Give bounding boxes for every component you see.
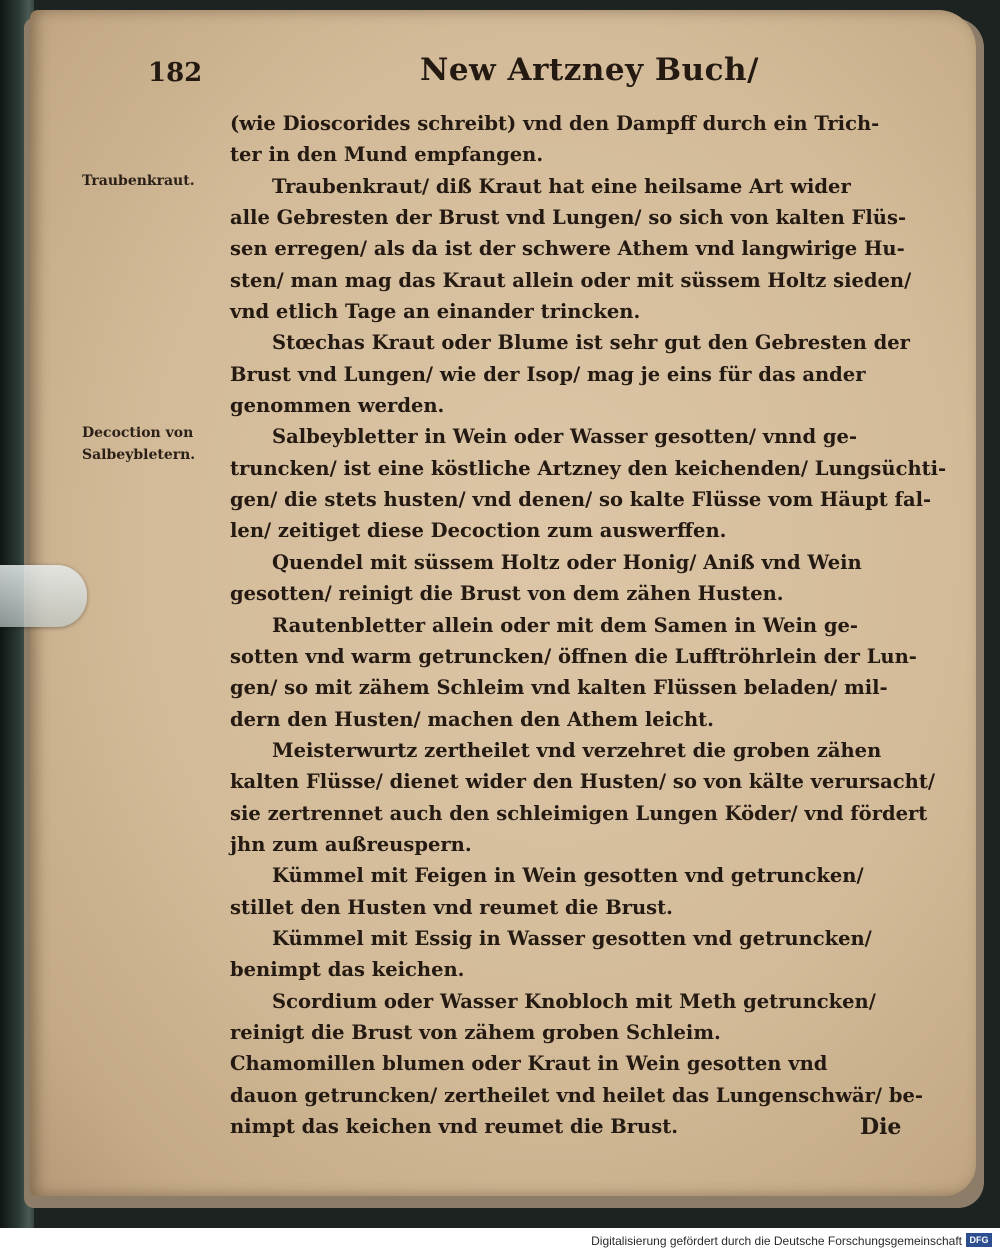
catchword: Die	[860, 1114, 902, 1140]
text-line: sen erregen/ als da ist der schwere Athem vnd langwirige Hu-	[230, 237, 905, 261]
text-line: Meisterwurtz zertheilet vnd verzehret die groben zähen	[272, 738, 882, 762]
text-line: truncken/ ist eine köstliche Artzney den keichenden/ Lungsüchti-	[230, 456, 947, 480]
text-line: nimpt das keichen vnd reumet die Brust.	[230, 1115, 679, 1138]
text-line: Kümmel mit Feigen in Wein gesotten vnd getruncken/	[272, 864, 864, 888]
text-line: genommen werden.	[230, 394, 445, 418]
text-line: Quendel mit süssem Holtz oder Honig/ Aniß vnd Wein	[272, 550, 862, 574]
text-line: Salbeybletter in Wein oder Wasser gesotten/ vnnd ge-	[272, 425, 858, 449]
text-line: ter in den Mund empfangen.	[230, 143, 544, 167]
text-line: kalten Flüsse/ dienet wider den Husten/ so von kälte verursacht/	[230, 770, 935, 794]
text-line: alle Gebresten der Brust vnd Lungen/ so sich von kalten Flüs-	[230, 206, 907, 230]
text-line: Brust vnd Lungen/ wie der Isop/ mag je eins für das ander	[230, 362, 866, 386]
text-line: stillet den Husten vnd reumet die Brust.	[230, 895, 673, 919]
text-line: Traubenkraut/ diß Kraut hat eine heilsame Art wider	[272, 174, 851, 198]
margin-note-line: Traubenkraut.	[82, 173, 195, 189]
margin-note-line: Salbeybletern.	[82, 447, 196, 463]
text-line: Chamomillen blumen oder Kraut in Wein gesotten vnd	[230, 1052, 828, 1076]
text-line: jhn zum außreuspern.	[230, 832, 472, 856]
funding-note: Digitalisierung gefördert durch die Deutsche Forschungsgemeinschaft	[591, 1234, 962, 1248]
text-line: gen/ die stets husten/ vnd denen/ so kalte Flüsse vom Häupt fal-	[230, 488, 932, 512]
bookmark-tab	[0, 565, 87, 627]
text-line: (wie Dioscorides schreibt) vnd den Dampff durch ein Trich-	[230, 112, 880, 135]
text-line: gen/ so mit zähem Schleim vnd kalten Flüssen beladen/ mil-	[230, 676, 888, 700]
margin-note-traubenkraut	[82, 170, 232, 192]
text-line: sotten vnd warm getruncken/ öffnen die Lufftröhrlein der Lun-	[230, 644, 917, 668]
text-line: Stœchas Kraut oder Blume ist sehr gut den Gebresten der	[272, 331, 910, 355]
text-line: sten/ man mag das Kraut allein oder mit süssem Holtz sieden/	[230, 268, 912, 292]
text-line: sie zertrennet auch den schleimigen Lungen Köder/ vnd fördert	[230, 801, 928, 825]
text-line: Rautenbletter allein oder mit dem Samen in Wein ge-	[272, 613, 858, 637]
text-line: dern den Husten/ machen den Athem leicht.	[230, 707, 714, 731]
text-line: len/ zeitiget diese Decoction zum auswerffen.	[230, 519, 727, 543]
text-line: benimpt das keichen.	[230, 958, 465, 982]
footer-bar	[0, 1228, 1000, 1253]
running-head: New Artzney Buch/	[420, 52, 759, 88]
margin-note-line: Decoction von	[82, 425, 194, 441]
page-number: 182	[148, 58, 203, 88]
text-line: gesotten/ reinigt die Brust von dem zähen Husten.	[230, 582, 784, 606]
text-line: vnd etlich Tage an einander trincken.	[230, 300, 641, 324]
body-text	[230, 108, 947, 1142]
dfg-logo-icon: DFG	[966, 1233, 992, 1247]
text-line: reinigt die Brust von zähem groben Schleim.	[230, 1020, 721, 1044]
text-line: Kümmel mit Essig in Wasser gesotten vnd getruncken/	[272, 926, 872, 950]
text-line: Scordium oder Wasser Knobloch mit Meth getruncken/	[272, 989, 876, 1013]
margin-note-decoction	[82, 422, 232, 466]
text-line: dauon getruncken/ zertheilet vnd heilet das Lungenschwär/ be-	[230, 1083, 923, 1107]
